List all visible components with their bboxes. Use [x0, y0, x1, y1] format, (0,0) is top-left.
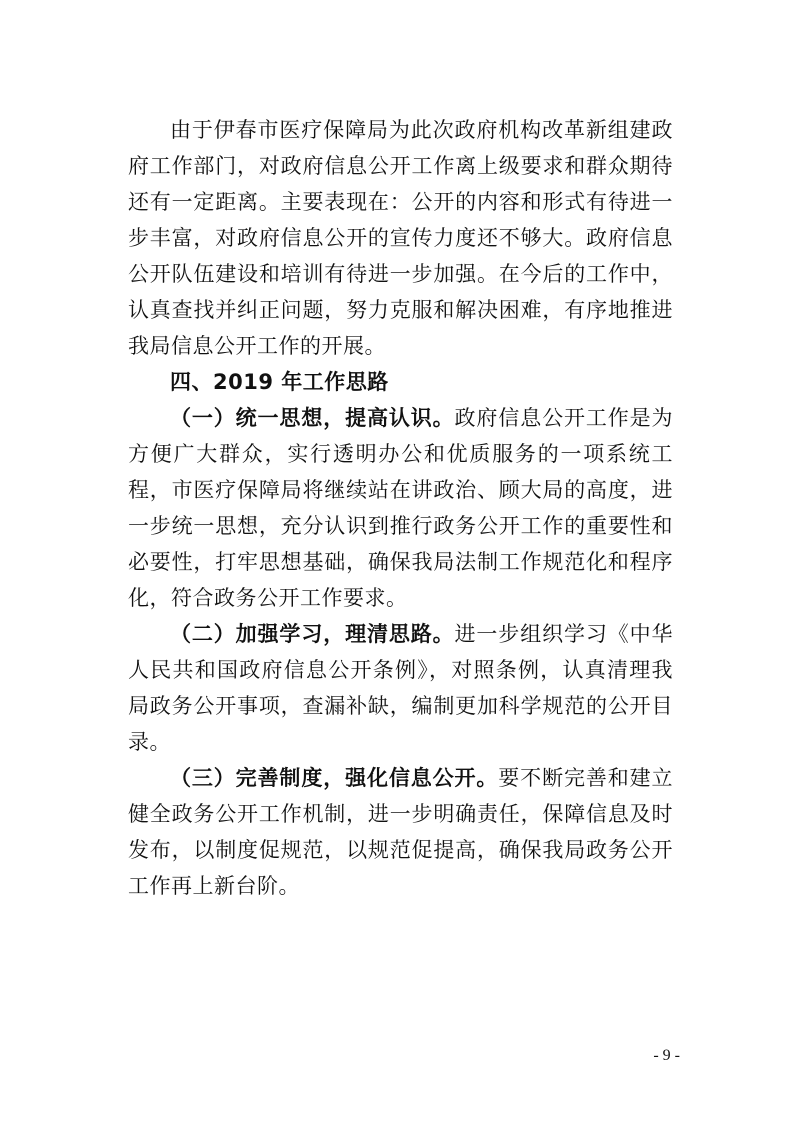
paragraph-item-1	[128, 400, 673, 616]
document-body	[128, 112, 673, 904]
section-heading: 四、2019 年工作思路	[170, 370, 389, 394]
item-1-lead: （一）统一思想，提高认识。	[170, 405, 455, 430]
page-number: - 9 -	[653, 1047, 680, 1064]
item-3-body: 要不断完善和建立健全政务公开工作机制，进一步明确责任，保障信息及时发布，以制度促规范，以规范促提高，确保我局政务公开工作再上新台阶。	[128, 766, 674, 898]
paragraph-problems: 由于伊春市医疗保障局为此次政府机构改革新组建政府工作部门，对政府信息公开工作离上级要求和群众期待还有一定距离。主要表现在：公开的内容和形式有待进一步丰富，对政府信息公开的宣传力度还不够大。政府信息公开队伍建设和培训有待进一步加强。在今后的工作中，认真查找并纠正问题，努力克服和解决困难，有序地推进我局信息公开工作的开展。	[128, 118, 673, 358]
item-3-lead: （三）完善制度，强化信息公开。	[170, 765, 499, 790]
item-2-lead: （二）加强学习，理清思路。	[170, 621, 455, 646]
paragraph-item-3	[128, 760, 673, 904]
item-2-body: 进一步组织学习《中华人民共和国政府信息公开条例》，对照条例，认真清理我局政务公开事项，查漏补缺，编制更加科学规范的公开目录。	[128, 622, 674, 754]
paragraph-item-2	[128, 616, 673, 760]
item-1-body: 政府信息公开工作是为方便广大群众，实行透明办公和优质服务的一项系统工程，市医疗保障局将继续站在讲政治、顾大局的高度，进一步统一思想，充分认识到推行政务公开工作的重要性和必要性，打牢思想基础，确保我局法制工作规范化和程序化，符合政务公开工作要求。	[128, 406, 674, 610]
